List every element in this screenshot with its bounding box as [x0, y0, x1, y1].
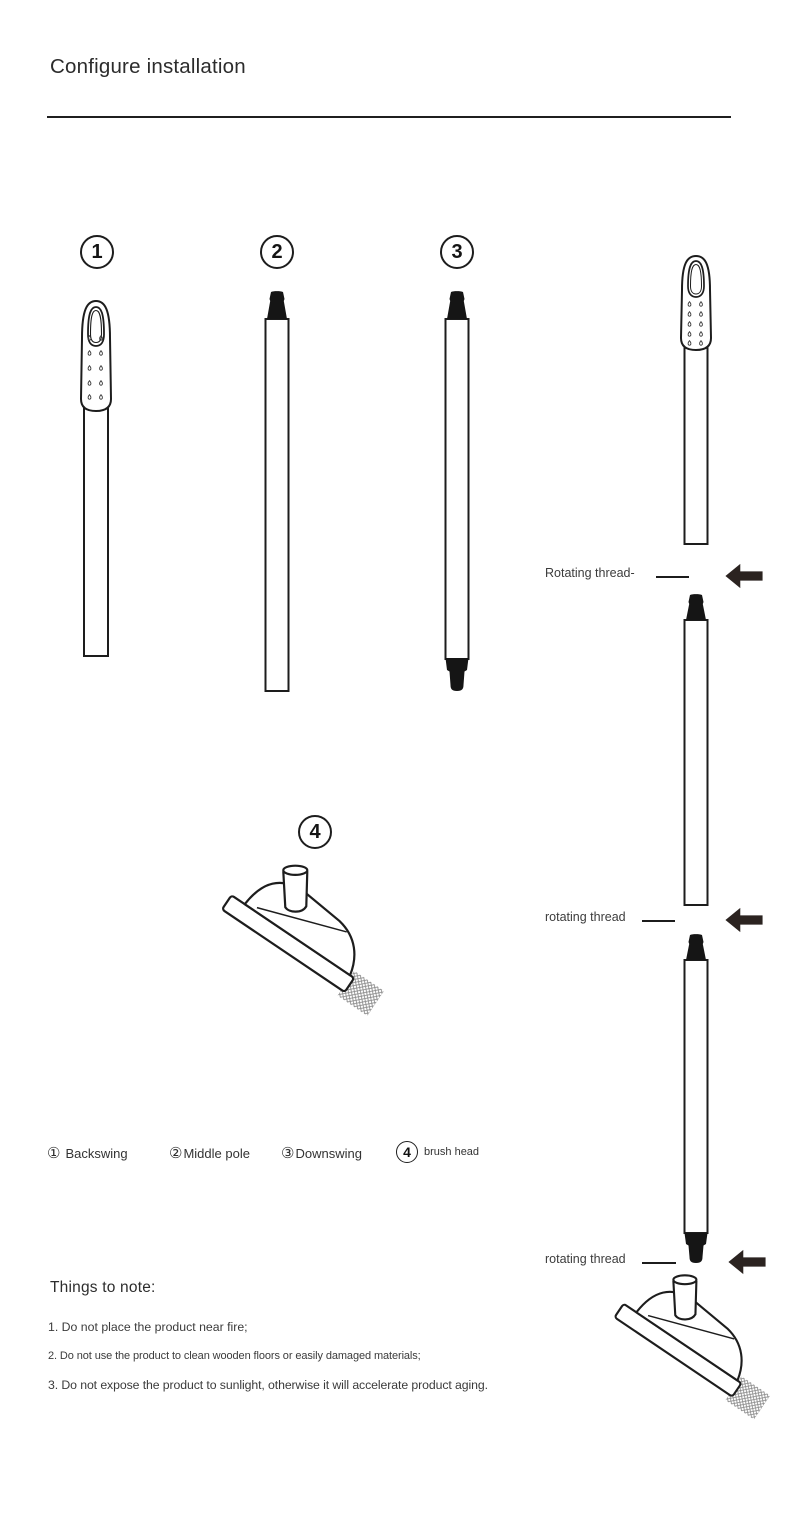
pole-socket [673, 1275, 696, 1319]
thread-tip-top [267, 291, 287, 319]
part-3-downswing-drawing [439, 290, 475, 698]
legend-item-brush-head [396, 1141, 479, 1163]
part-4-brush-head-drawing [210, 852, 410, 1037]
legend-label-2: Middle pole [183, 1145, 250, 1161]
assembly-label-1: Rotating thread- [545, 566, 635, 580]
part-1-backswing-drawing [74, 296, 118, 658]
note-item-3: 3. Do not expose the product to sunlight, otherwise it will accelerate product aging. [48, 1378, 488, 1392]
legend-num-4: 4 [396, 1141, 418, 1163]
arrow-left-icon [724, 907, 764, 933]
note-item-2: 2. Do not use the product to clean wooden floors or easily damaged materials; [48, 1350, 421, 1362]
thread-tip-bottom [446, 658, 469, 691]
pole-shaft [685, 620, 708, 905]
pole-shaft [685, 345, 708, 544]
part-2-middle-pole-drawing [259, 290, 295, 694]
note-item-1: 1. Do not place the product near fire; [48, 1320, 248, 1334]
legend-num-1: ① [47, 1145, 61, 1162]
assembly-label-1-line [656, 576, 689, 578]
part-3-number-badge: 3 [440, 235, 474, 269]
legend-item-downswing [281, 1144, 362, 1162]
title-divider [47, 116, 731, 118]
pole-shaft [446, 319, 469, 659]
legend-num-3: ③ [281, 1145, 295, 1162]
notes-heading: Things to note: [50, 1279, 156, 1296]
arrow-left-icon [724, 563, 764, 589]
assembled-brush-head-drawing [603, 1262, 790, 1440]
assembled-middle-pole-drawing [678, 593, 714, 907]
pole-socket [283, 866, 307, 912]
assembled-downswing-drawing [678, 933, 714, 1267]
thread-tip-top [686, 594, 706, 620]
legend-label-1: Backswing [65, 1145, 128, 1161]
pole-shaft [685, 960, 708, 1233]
assembly-label-2-line [642, 920, 675, 922]
legend-label-4: brush head [424, 1146, 480, 1158]
thread-tip-top [686, 934, 706, 960]
part-4-number-badge: 4 [298, 815, 332, 849]
page-title: Configure installation [50, 55, 246, 78]
assembled-handle-drawing [674, 252, 718, 546]
part-1-number-badge: 1 [80, 235, 114, 269]
assembly-label-3: rotating thread [545, 1252, 626, 1266]
assembly-label-2: rotating thread [545, 910, 626, 924]
legend-item-backswing [47, 1144, 128, 1162]
pole-shaft [266, 319, 289, 691]
legend-label-3: Downswing [295, 1145, 362, 1161]
thread-tip-top [447, 291, 467, 319]
legend-num-2: ② [169, 1145, 183, 1162]
pole-shaft [84, 406, 108, 656]
legend-item-middle-pole [169, 1144, 250, 1162]
part-2-number-badge: 2 [260, 235, 294, 269]
thread-tip-bottom [685, 1233, 708, 1263]
